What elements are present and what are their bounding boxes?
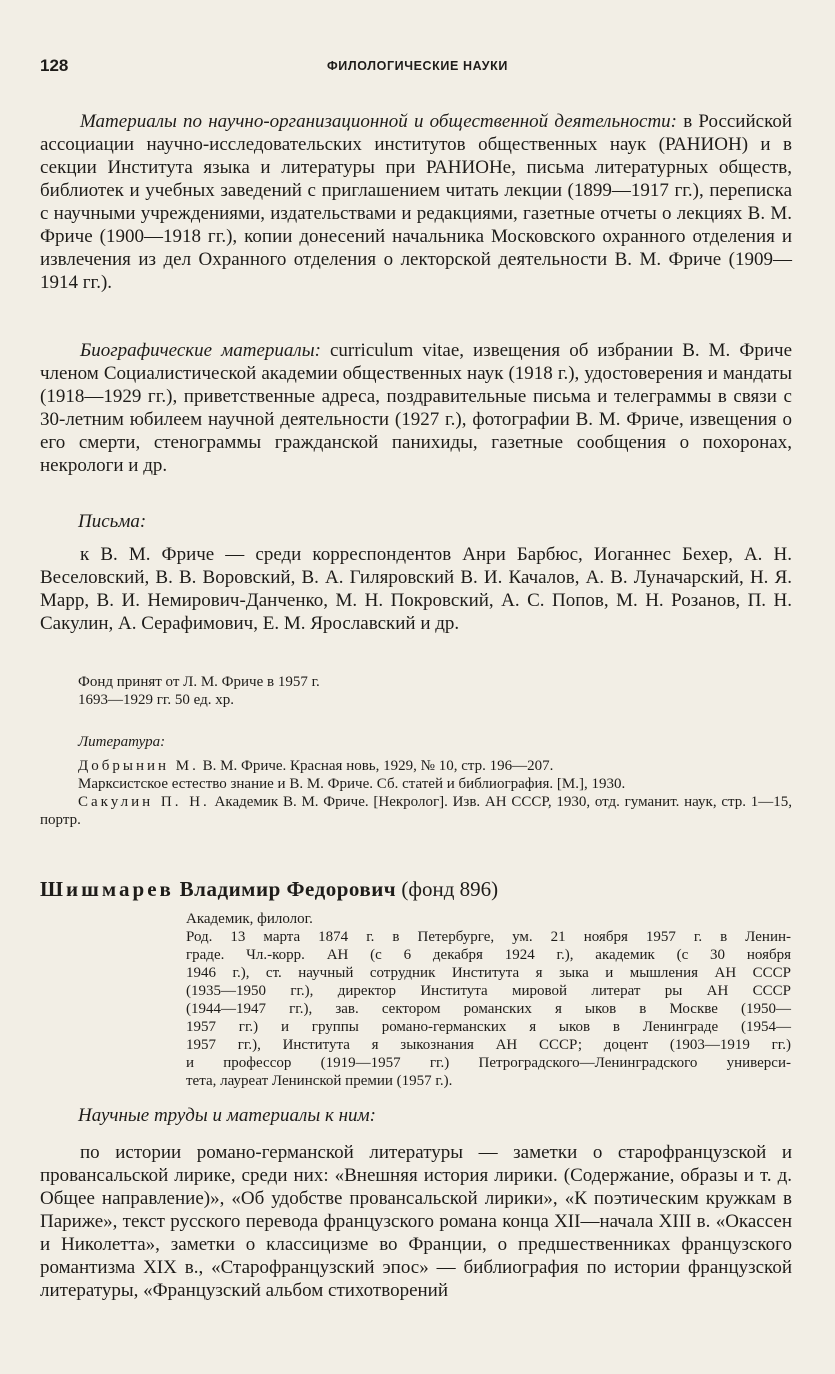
bio-line: (1944—1947 гг.), зав. сектором романских я ыков в Москве (1950— — [186, 1001, 791, 1017]
works-heading: Научные труды и материалы к ним: — [78, 1105, 376, 1126]
person-given-names: Владимир Федорович — [173, 877, 397, 901]
person-surname: Шишмарев — [40, 877, 174, 901]
bio-line: 1957 гг.) и группы романо-германских я ыков в Ленинграде (1954— — [186, 1019, 791, 1035]
literature-item — [40, 757, 792, 775]
bio-line: Род. 13 марта 1874 г. в Петербурге, ум. 21 ноября 1957 г. в Ленин- — [186, 929, 791, 945]
literature-heading: Литература: — [78, 734, 166, 750]
literature-text: Академик В. М. Фриче. [Некролог]. Изв. АН СССР, 1930, отд. гуманит. наук, стр. 1—15, портр. — [40, 794, 792, 828]
materials-paragraph — [40, 110, 792, 294]
works-text: по истории романо-германской литературы — заметки о старофранцузской и провансальской лирике, среди них: «Внешняя история лирики. (Содержание, образы и т. д. Общее направление)», «Об удобстве провансальской лирики», «К поэтическим кружкам в Париже», текст русского перевода французского романа конца XII—начала XIII в. «Окассен и Николетта», заметки о классицизме во Франции, о предшественниках французского романтизма XIX в., «Старофранцузский эпос» — библиография по истории французской литературы, «Французский альбом стихотворений — [40, 1142, 792, 1301]
materials-heading: Материалы по научно-организационной и общественной деятельности: — [80, 111, 677, 132]
biographical-paragraph — [40, 339, 792, 477]
running-head — [40, 56, 795, 80]
section-title: ФИЛОЛОГИЧЕСКИЕ НАУКИ — [327, 59, 508, 73]
fond-dates-line: 1693—1929 гг. 50 ед. хр. — [78, 692, 234, 708]
bio-line: 1957 гг.), Института я зыкознания АН СССР; доцент (1903—1919 гг.) — [186, 1037, 791, 1053]
fond-heading — [40, 876, 498, 902]
bio-line: Академик, филолог. — [186, 911, 313, 927]
materials-text: в Российской ассоциации научно-исследовательских институтов общественных наук (РАНИОН) и в секции Института языка и литературы при РАНИОНе, письма литературных обществ, библиотек и учебных заведений с приглашением читать лекции (1899—1917 гг.), переписка с научными учреждениями, издательствами и редакциями, газетные отчеты о лекциях В. М. Фриче (1900—1918 гг.), копии донесений начальника Московского охранного отделения и извлечения из дел Охранного отделения о лекторской деятельности В. М. Фриче (1909—1914 гг.). — [40, 111, 793, 293]
literature-list — [40, 757, 792, 829]
biography-block — [186, 910, 791, 1090]
page-number: 128 — [40, 56, 69, 75]
literature-author: Сакулин П. Н. — [78, 794, 210, 810]
bio-line: граде. Чл.-корр. АН (с 6 декабря 1924 г.), академик (с 30 ноября — [186, 947, 791, 963]
biographical-text: curriculum vitae, извещения об избрании В. М. Фриче членом Социалистической академии общественных наук (1918 г.), удостоверения и мандаты (1918—1929 гг.), приветственные адреса, поздравительные письма и телеграммы в связи с 30-летним юбилеем научной деятельности (1927 г.), фотографии В. М. Фриче, извещения о его смерти, стенограммы гражданской панихиды, газетные сообщения о похоронах, некрологи и др. — [40, 340, 792, 476]
biographical-heading: Биографические материалы: — [80, 340, 321, 361]
document-page — [40, 0, 795, 1374]
literature-item — [40, 793, 792, 829]
letters-text: к В. М. Фриче — среди корреспондентов Анри Барбюс, Иоганнес Бехер, А. Н. Веселовский, В. В. Воровский, В. А. Гиляровский В. И. Качалов, А. В. Луначарский, Н. Я. Марр, В. И. Немирович-Данченко, М. Н. Покровский, А. С. Попов, М. Н. Розанов, П. Н. Сакулин, А. Серафимович, Е. М. Ярославский и др. — [40, 544, 792, 634]
fond-acquired-line: Фонд принят от Л. М. Фриче в 1957 г. — [78, 674, 320, 690]
literature-author: Добрынин М. — [78, 758, 199, 774]
literature-item — [40, 775, 792, 793]
literature-text: В. М. Фриче. Красная новь, 1929, № 10, стр. 196—207. — [198, 758, 554, 774]
fond-acquisition-note — [40, 673, 792, 709]
fond-number: (фонд 896) — [396, 877, 499, 901]
bio-line: и профессор (1919—1957 гг.) Петроградского—Ленинградского универси- — [186, 1055, 791, 1071]
letters-heading: Письма: — [78, 511, 147, 532]
bio-line: (1935—1950 гг.), директор Института мировой литерат ры АН СССР — [186, 983, 791, 999]
bio-line: тета, лауреат Ленинской премии (1957 г.). — [186, 1073, 453, 1089]
bio-line: 1946 г.), ст. научный сотрудник Института я зыка и мышления АН СССР — [186, 965, 791, 981]
literature-text: Марксистское естество знание и В. М. Фриче. Сб. статей и библиография. [М.], 1930. — [78, 776, 626, 792]
